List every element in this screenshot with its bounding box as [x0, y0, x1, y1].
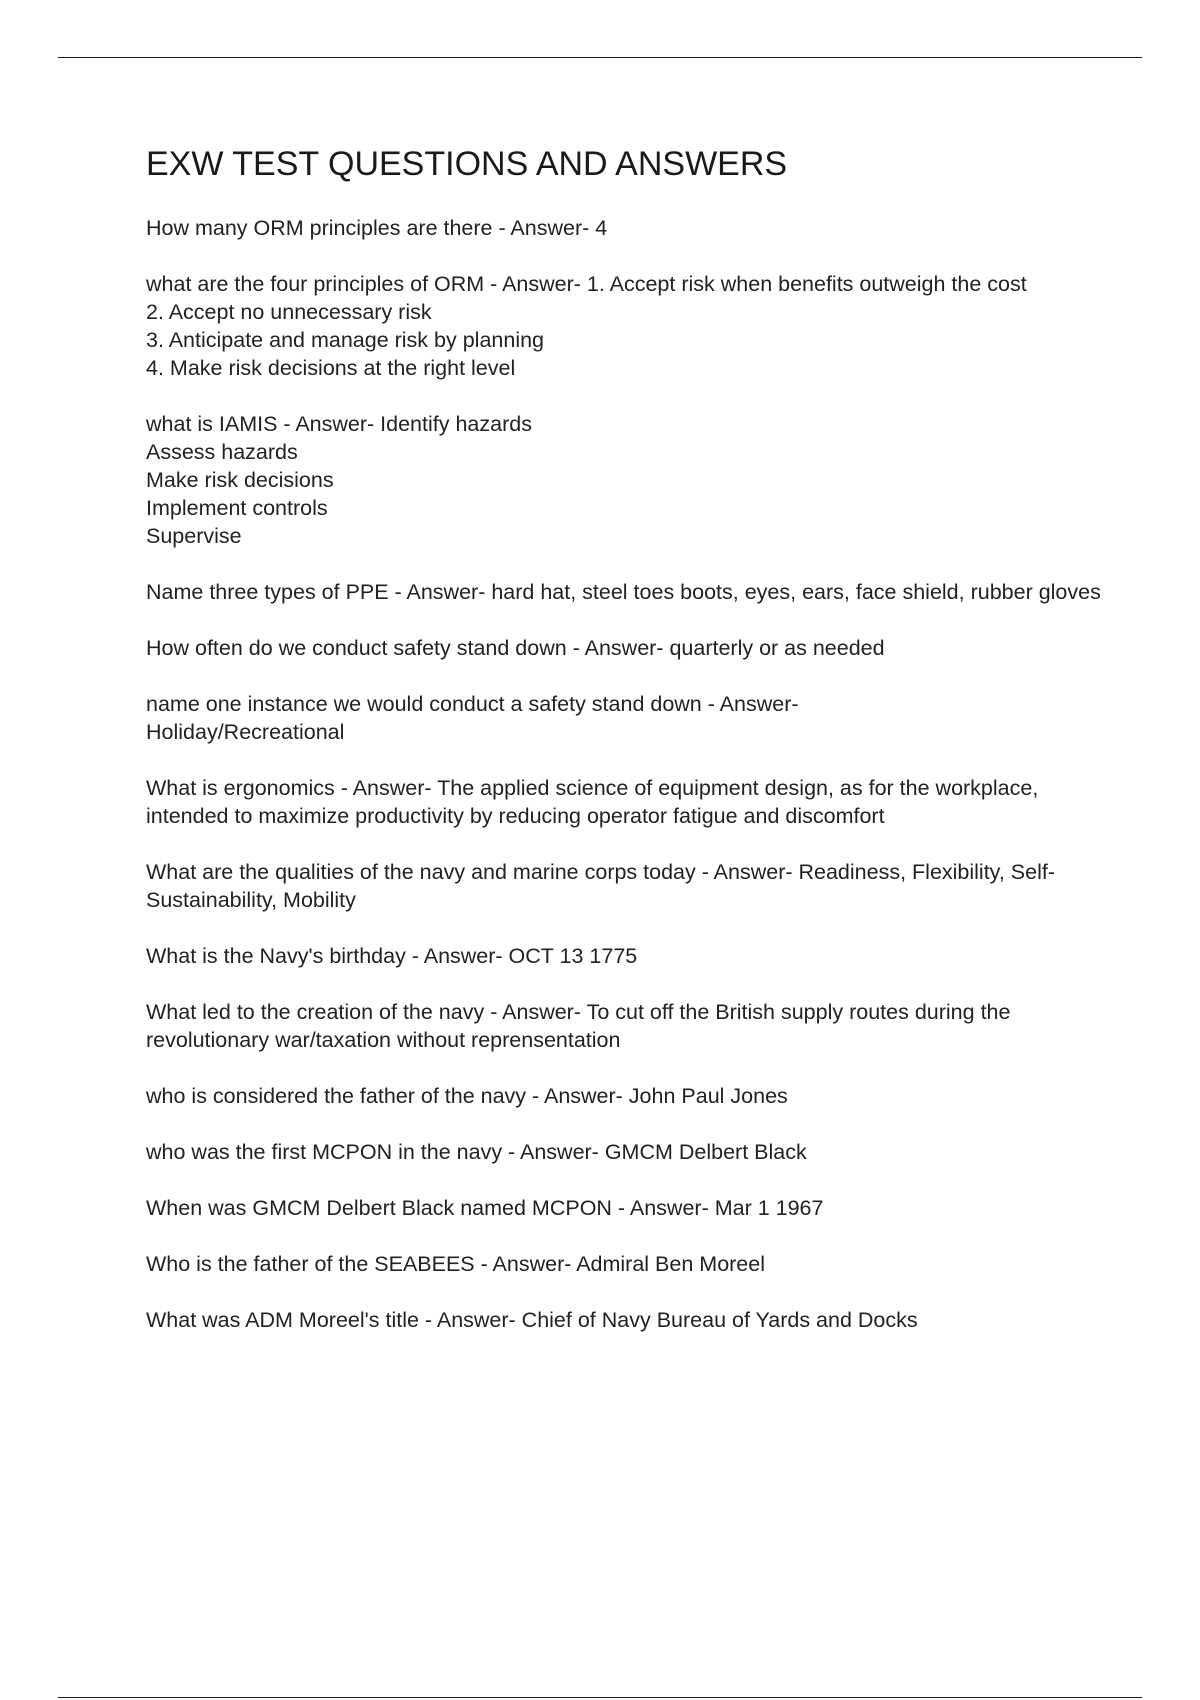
- qa-item: what are the four principles of ORM - Answer- 1. Accept risk when benefits outweigh the cost 2. Accept no unnecessary risk 3. Anticipate and manage risk by planning 4. Make risk decisions at the right level: [146, 272, 1027, 380]
- qa-item: who is considered the father of the navy - Answer- John Paul Jones: [146, 1084, 788, 1108]
- bottom-rule: [58, 1697, 1142, 1698]
- qa-item: How many ORM principles are there - Answer- 4: [146, 216, 608, 240]
- qa-item: What is the Navy's birthday - Answer- OCT 13 1775: [146, 944, 638, 968]
- top-rule: [58, 57, 1142, 58]
- qa-item: What led to the creation of the navy - Answer- To cut off the British supply routes during the revolutionary war/taxation without reprensentation: [146, 1000, 1011, 1052]
- document-body: [146, 140, 1106, 1362]
- qa-item: How often do we conduct safety stand down - Answer- quarterly or as needed: [146, 636, 885, 660]
- qa-item: When was GMCM Delbert Black named MCPON - Answer- Mar 1 1967: [146, 1196, 824, 1220]
- qa-item: name one instance we would conduct a safety stand down - Answer- Holiday/Recreational: [146, 692, 799, 744]
- qa-item: What was ADM Moreel's title - Answer- Chief of Navy Bureau of Yards and Docks: [146, 1308, 918, 1332]
- qa-item: Who is the father of the SEABEES - Answer- Admiral Ben Moreel: [146, 1252, 765, 1276]
- qa-item: what is IAMIS - Answer- Identify hazards Assess hazards Make risk decisions Implement controls Supervise: [146, 412, 532, 548]
- qa-item: who was the first MCPON in the navy - Answer- GMCM Delbert Black: [146, 1140, 807, 1164]
- qa-item: What is ergonomics - Answer- The applied science of equipment design, as for the workplace, intended to maximize productivity by reducing operator fatigue and discomfort: [146, 776, 1039, 828]
- document-title: EXW TEST QUESTIONS AND ANSWERS: [146, 145, 788, 183]
- qa-item: What are the qualities of the navy and marine corps today - Answer- Readiness, Flexibility, Self-Sustainability, Mobility: [146, 860, 1055, 912]
- qa-item: Name three types of PPE - Answer- hard hat, steel toes boots, eyes, ears, face shield, rubber gloves: [146, 580, 1101, 604]
